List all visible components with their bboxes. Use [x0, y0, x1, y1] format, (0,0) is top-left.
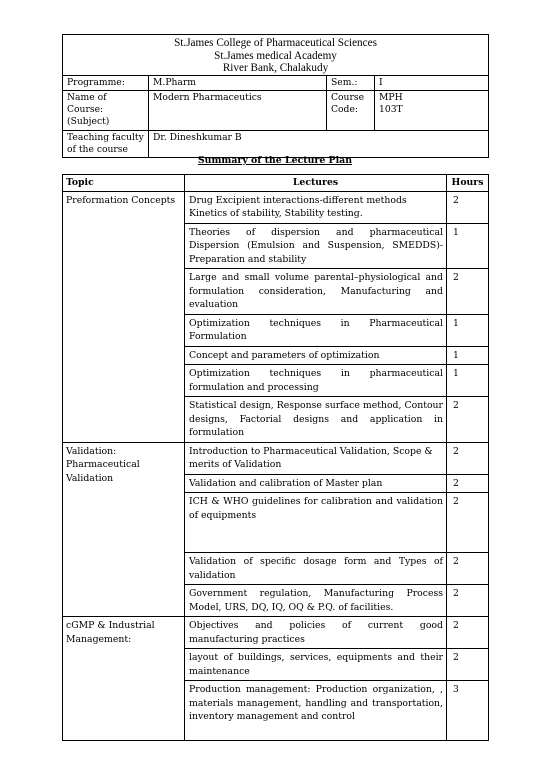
- lecture-cell: Validation and calibration of Master plan: [185, 474, 447, 493]
- lecture-cell: Concept and parameters of optimization: [185, 346, 447, 365]
- lecture-cell: Theories of dispersion and pharmaceutical Dispersion (Emulsion and Suspension, SMEDDS)- Preparation and stability: [185, 223, 447, 269]
- programme-value: M.Pharm: [149, 75, 327, 90]
- hours-cell: 2: [447, 617, 489, 649]
- lecture-line: Production management: Production organization, , materials management, handling and transportation, inventory management and control: [189, 684, 443, 722]
- course-name-value: Modern Pharmaceutics: [149, 90, 327, 130]
- course-code-value: [375, 90, 489, 130]
- hours-cell: 1: [447, 346, 489, 365]
- table-row: [63, 191, 489, 223]
- hours-cell: 3: [447, 681, 489, 741]
- college-address: River Bank, Chalakudy: [222, 62, 329, 75]
- faculty-value: Dr. Dineshkumar B: [149, 130, 489, 157]
- hours-cell: 2: [447, 474, 489, 493]
- lecture-line: Drug Excipient interactions-different methods: [189, 194, 407, 206]
- course-name-label: [63, 90, 149, 130]
- hours-column-header: Hours: [447, 175, 489, 192]
- lecture-cell: Optimization techniques in pharmaceutical formulation and processing: [185, 365, 447, 397]
- course-code-label-line2: Code:: [331, 104, 358, 116]
- academy-name: St.James medical Academy: [214, 49, 337, 62]
- lecture-cell: [185, 493, 447, 553]
- hours-cell: 2: [447, 553, 489, 585]
- table-row: [63, 442, 489, 474]
- faculty-label-line1: Teaching faculty: [67, 131, 144, 143]
- faculty-label-line2: of the course: [67, 143, 128, 155]
- college-name: St.James College of Pharmaceutical Sciences: [174, 37, 377, 49]
- lecture-cell: Objectives and policies of current good manufacturing practices: [185, 617, 447, 649]
- topic-cell: Preformation Concepts: [63, 191, 185, 442]
- topic-cell: cGMP & Industrial Management:: [63, 617, 185, 741]
- sem-value: I: [375, 75, 489, 90]
- lecture-cell: layout of buildings, services, equipments and their maintenance: [185, 649, 447, 681]
- course-code-label-line1: Course: [331, 91, 365, 103]
- hours-cell: 1: [447, 314, 489, 346]
- lecture-cell: Statistical design, Response surface method, Contour designs, Factorial designs and application in formulation: [185, 397, 447, 443]
- course-code-label: [327, 90, 375, 130]
- lecture-line: Kinetics of stability, Stability testing.: [189, 208, 363, 219]
- faculty-label: [63, 130, 149, 157]
- lecture-line: merits of Validation: [189, 459, 282, 470]
- table-row: [63, 617, 489, 649]
- hours-cell: 2: [447, 397, 489, 443]
- lecture-plan-table: [62, 174, 489, 741]
- course-code-value-line1: MPH: [379, 91, 403, 103]
- lecture-cell: Government regulation, Manufacturing Process Model, URS, DQ, IQ, OQ & P.Q. of facilities.: [185, 585, 447, 617]
- lecture-cell: [185, 191, 447, 223]
- lecture-cell: Large and small volume parental–physiological and formulation consideration, Manufacturing and evaluation: [185, 269, 447, 315]
- hours-cell: 1: [447, 365, 489, 397]
- hours-cell: 2: [447, 585, 489, 617]
- sem-label: Sem.:: [327, 75, 375, 90]
- course-name-label-line2: (Subject): [67, 116, 110, 128]
- lecture-line: ICH & WHO guidelines for calibration and validation of equipments: [189, 496, 443, 521]
- college-heading: [63, 35, 489, 76]
- topic-cell: Validation: Pharmaceutical Validation: [63, 442, 185, 617]
- hours-cell: 2: [447, 493, 489, 553]
- topic-column-header: Topic: [63, 175, 185, 192]
- course-code-value-line2: 103T: [379, 104, 403, 116]
- lecture-line: Introduction to Pharmaceutical Validation, Scope &: [189, 445, 433, 457]
- hours-cell: 1: [447, 223, 489, 269]
- lecture-cell: [185, 442, 447, 474]
- hours-cell: 2: [447, 649, 489, 681]
- hours-cell: 2: [447, 191, 489, 223]
- programme-label: Programme:: [63, 75, 149, 90]
- hours-cell: 2: [447, 442, 489, 474]
- lecture-cell: Validation of specific dosage form and Types of validation: [185, 553, 447, 585]
- course-name-label-line1: Name of Course:: [67, 91, 107, 116]
- lectures-column-header: Lectures: [185, 175, 447, 192]
- lecture-cell: Optimization techniques in Pharmaceutical Formulation: [185, 314, 447, 346]
- course-header-table: [62, 34, 489, 158]
- plan-title: Summary of the Lecture Plan: [197, 155, 353, 166]
- lecture-cell: [185, 681, 447, 741]
- hours-cell: 2: [447, 269, 489, 315]
